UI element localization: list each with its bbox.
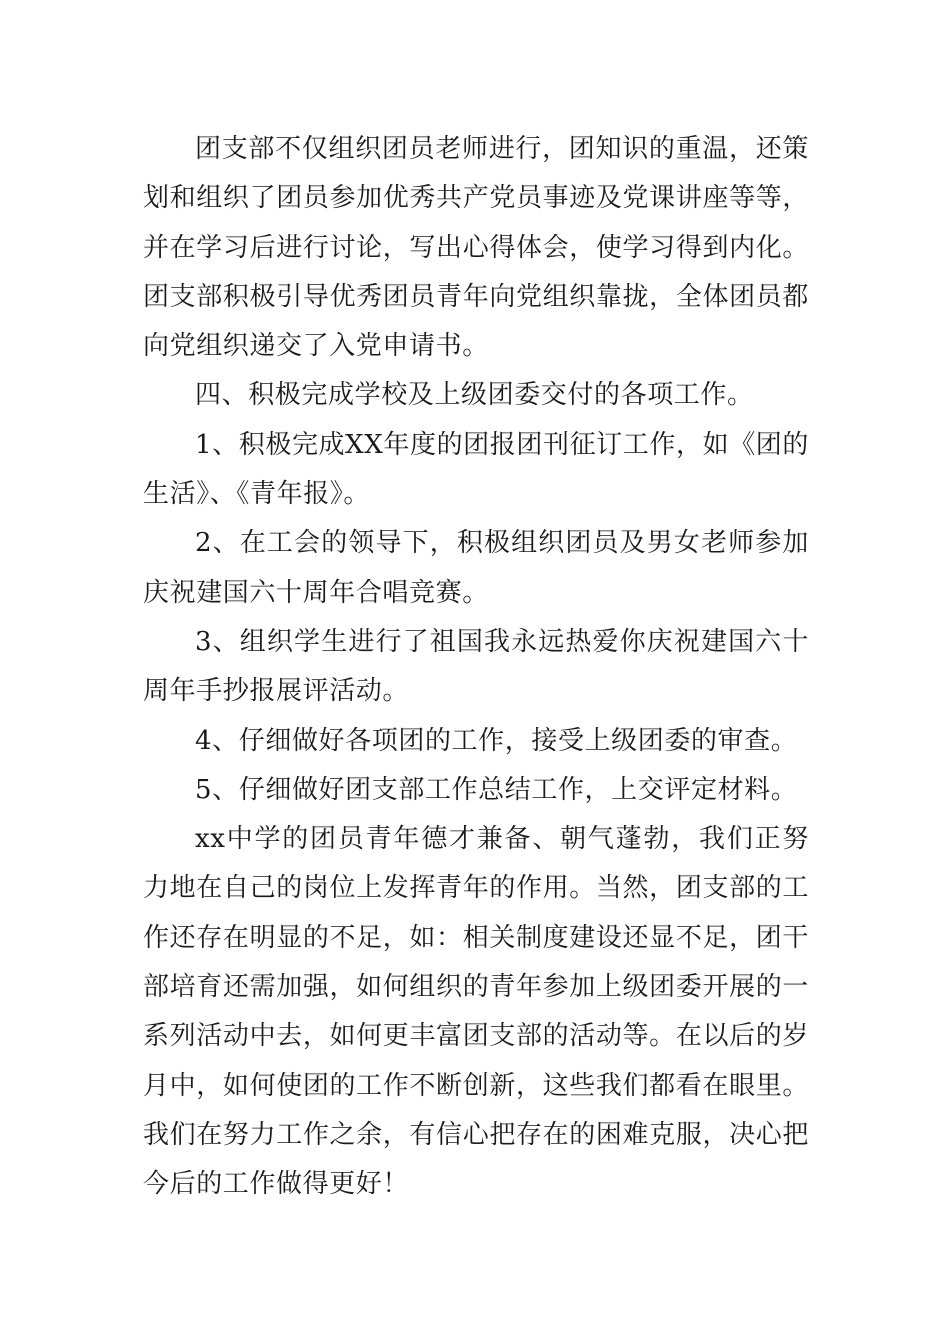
paragraph-item-4: 4、仔细做好各项团的工作，接受上级团委的审查。 [195, 725, 798, 756]
paragraph-item-3: 3、组织学生进行了祖国我永远热爱你庆祝建国六十周年手抄报展评活动。 [143, 626, 809, 707]
paragraph-section-four-heading: 四、积极完成学校及上级团委交付的各项工作。 [195, 380, 754, 411]
paragraph-item-2: 2、在工会的领导下，积极组织团员及男女老师参加庆祝建国六十周年合唱竞赛。 [143, 528, 809, 608]
document-body [143, 125, 809, 1210]
paragraph-item-1: 1、积极完成XX年度的团报团刊征订工作，如《团的生活》、《青年报》。 [143, 429, 809, 510]
paragraph-league-study: 团支部不仅组织团员老师进行，团知识的重温，还策划和组织了团员参加优秀共产党员事迹及党课讲座等等，并在学习后进行讨论，写出心得体会，使学习得到内化。团支部积极引导优秀团员青年向党组织靠拢，全体团员都向党组织递交了入党申请书。 [143, 134, 809, 362]
paragraph-item-5: 5、仔细做好团支部工作总结工作，上交评定材料。 [195, 774, 798, 805]
paragraph-conclusion: xx中学的团员青年德才兼备、朝气蓬勃，我们正努力地在自己的岗位上发挥青年的作用。当然，团支部的工作还存在明显的不足，如：相关制度建设还显不足，团干部培育还需加强，如何组织的青年参加上级团委开展的一系列活动中去，如何更丰富团支部的活动等。在以后的岁月中，如何使团的工作不断创新，这些我们都看在眼里。我们在努力工作之余，有信心把存在的困难克服，决心把今后的工作做得更好！ [143, 824, 809, 1200]
